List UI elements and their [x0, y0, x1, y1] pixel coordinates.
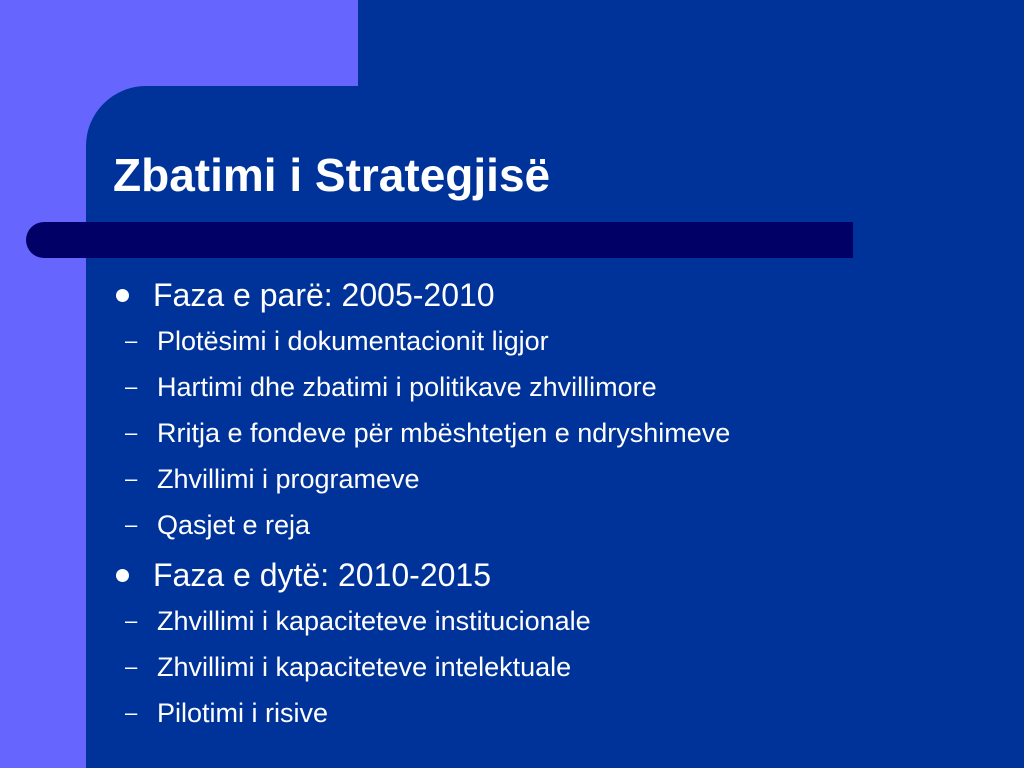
- dash-marker: –: [125, 328, 138, 353]
- sub-item-text: Zhvillimi i programeve: [157, 464, 420, 494]
- sub-item-text: Pilotimi i risive: [157, 698, 329, 728]
- sub-item-text: Zhvillimi i kapaciteteve institucionale: [157, 606, 591, 636]
- sub-item: [113, 456, 993, 502]
- sub-item: [113, 598, 993, 644]
- sub-item-text: Qasjet e reja: [157, 510, 311, 540]
- dash-marker: –: [125, 608, 138, 633]
- sub-item-text: Plotësimi i dokumentacionit ligjor: [157, 326, 549, 356]
- bullet-item-phase-2: [113, 552, 993, 598]
- sub-list-phase-1: [113, 318, 993, 548]
- sub-item: [113, 410, 993, 456]
- sub-item: [113, 502, 993, 548]
- bullet-list: [113, 268, 993, 738]
- sub-item: [113, 318, 993, 364]
- sub-item-text: Hartimi dhe zbatimi i politikave zhvillimore: [157, 372, 657, 402]
- sub-list-container: [113, 598, 993, 736]
- filled-circle-icon: [116, 289, 129, 302]
- bullet-item-phase-1: [113, 272, 993, 318]
- dash-marker: –: [125, 374, 138, 399]
- sub-item-text: Rritja e fondeve për mbështetjen e ndryshimeve: [157, 418, 731, 448]
- sub-list-container: [113, 318, 993, 548]
- filled-circle-icon: [116, 569, 129, 582]
- dash-marker: –: [125, 654, 138, 679]
- dash-marker: –: [125, 420, 138, 445]
- bullet-text: Faza e dytë: 2010-2015: [153, 557, 492, 593]
- bullet-text: Faza e parë: 2005-2010: [153, 277, 495, 313]
- slide-title: Zbatimi i Strategjisë: [113, 149, 551, 201]
- dash-marker: –: [125, 512, 138, 537]
- sub-item-text: Zhvillimi i kapaciteteve intelektuale: [157, 652, 572, 682]
- dash-marker: –: [125, 700, 138, 725]
- sub-item: [113, 364, 993, 410]
- dash-marker: –: [125, 466, 138, 491]
- sub-list-phase-2: [113, 598, 993, 736]
- title-underline-bar: [26, 222, 853, 258]
- sub-item: [113, 690, 993, 736]
- sub-item: [113, 644, 993, 690]
- decor-left-strip: [0, 0, 86, 768]
